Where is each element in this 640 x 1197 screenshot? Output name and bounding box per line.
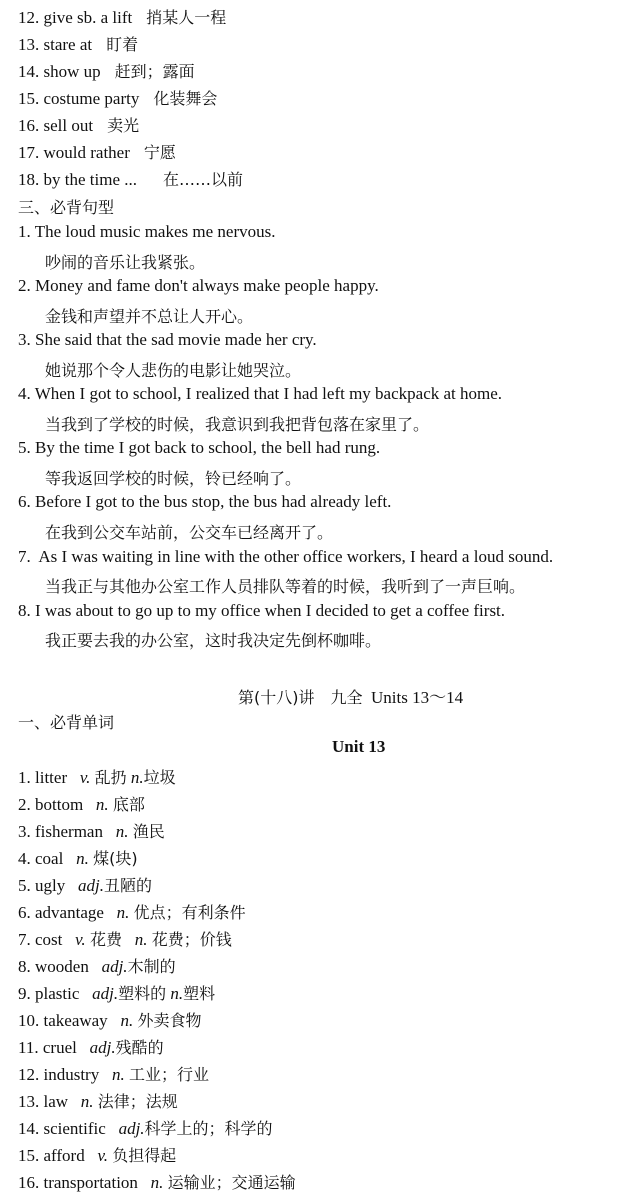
sentence-en: 8. I was about to go up to my office when I decided to get a coffee first. (18, 601, 506, 620)
sentence-en: 7. As I was waiting in line with the other office workers, I heard a loud sound. (18, 547, 554, 566)
sentence-zh: 在我到公交车站前，公交车已经离开了。 (45, 523, 334, 542)
sentence-zh: 她说那个令人悲伤的电影让她哭泣。 (45, 361, 302, 380)
phrase-item: 12. give sb. a lift 捎某人一程 (18, 8, 227, 27)
sentence-en: 3. She said that the sad movie made her cry. (18, 330, 317, 349)
phrase-item: 18. by the time ... 在……以前 (18, 170, 243, 189)
section-heading: 三、必背句型 (18, 198, 115, 217)
phrase-item: 13. stare at 盯着 (18, 35, 139, 54)
section-heading: 一、必背单词 (18, 713, 115, 732)
sentence-en: 2. Money and fame don't always make people happy. (18, 276, 379, 295)
word-item: 8. wooden adj.木制的 (18, 957, 176, 976)
phrase-item: 17. would rather 宁愿 (18, 143, 176, 162)
sentence-zh: 金钱和声望并不总让人开心。 (45, 307, 254, 326)
unit-heading: Unit 13 (332, 737, 386, 756)
lecture-title: 第(十八)讲 九全 Units 13～14 (238, 688, 464, 707)
word-item: 9. plastic adj.塑料的 n.塑料 (18, 984, 216, 1003)
word-item: 13. law n. 法律；法规 (18, 1092, 178, 1111)
word-item: 2. bottom n. 底部 (18, 795, 145, 814)
sentence-zh: 当我正与其他办公室工作人员排队等着的时候，我听到了一声巨响。 (45, 577, 526, 596)
sentence-zh: 吵闹的音乐让我紧张。 (45, 253, 206, 272)
sentence-en: 4. When I got to school, I realized that I had left my backpack at home. (18, 384, 503, 403)
sentence-en: 1. The loud music makes me nervous. (18, 222, 276, 241)
word-item: 7. cost v. 花费 n. 花费；价钱 (18, 930, 232, 949)
word-item: 4. coal n. 煤(块) (18, 849, 138, 868)
word-item: 15. afford v. 负担得起 (18, 1146, 177, 1165)
word-item: 6. advantage n. 优点；有利条件 (18, 903, 246, 922)
word-item: 11. cruel adj.残酷的 (18, 1038, 164, 1057)
sentence-zh: 等我返回学校的时候，铃已经响了。 (45, 469, 302, 488)
word-item: 3. fisherman n. 渔民 (18, 822, 165, 841)
word-item: 1. litter v. 乱扔 n.垃圾 (18, 768, 176, 787)
sentence-zh: 我正要去我的办公室，这时我决定先倒杯咖啡。 (45, 631, 382, 650)
word-item: 5. ugly adj.丑陋的 (18, 876, 152, 895)
phrase-item: 16. sell out 卖光 (18, 116, 140, 135)
word-item: 14. scientific adj.科学上的；科学的 (18, 1119, 273, 1138)
sentence-en: 6. Before I got to the bus stop, the bus had already left. (18, 492, 392, 511)
phrase-item: 15. costume party 化装舞会 (18, 89, 218, 108)
word-item: 10. takeaway n. 外卖食物 (18, 1011, 202, 1030)
word-item: 16. transportation n. 运输业；交通运输 (18, 1173, 296, 1192)
phrase-item: 14. show up 赶到；露面 (18, 62, 195, 81)
word-item: 12. industry n. 工业；行业 (18, 1065, 209, 1084)
sentence-zh: 当我到了学校的时候，我意识到我把背包落在家里了。 (45, 415, 430, 434)
sentence-en: 5. By the time I got back to school, the bell had rung. (18, 438, 381, 457)
